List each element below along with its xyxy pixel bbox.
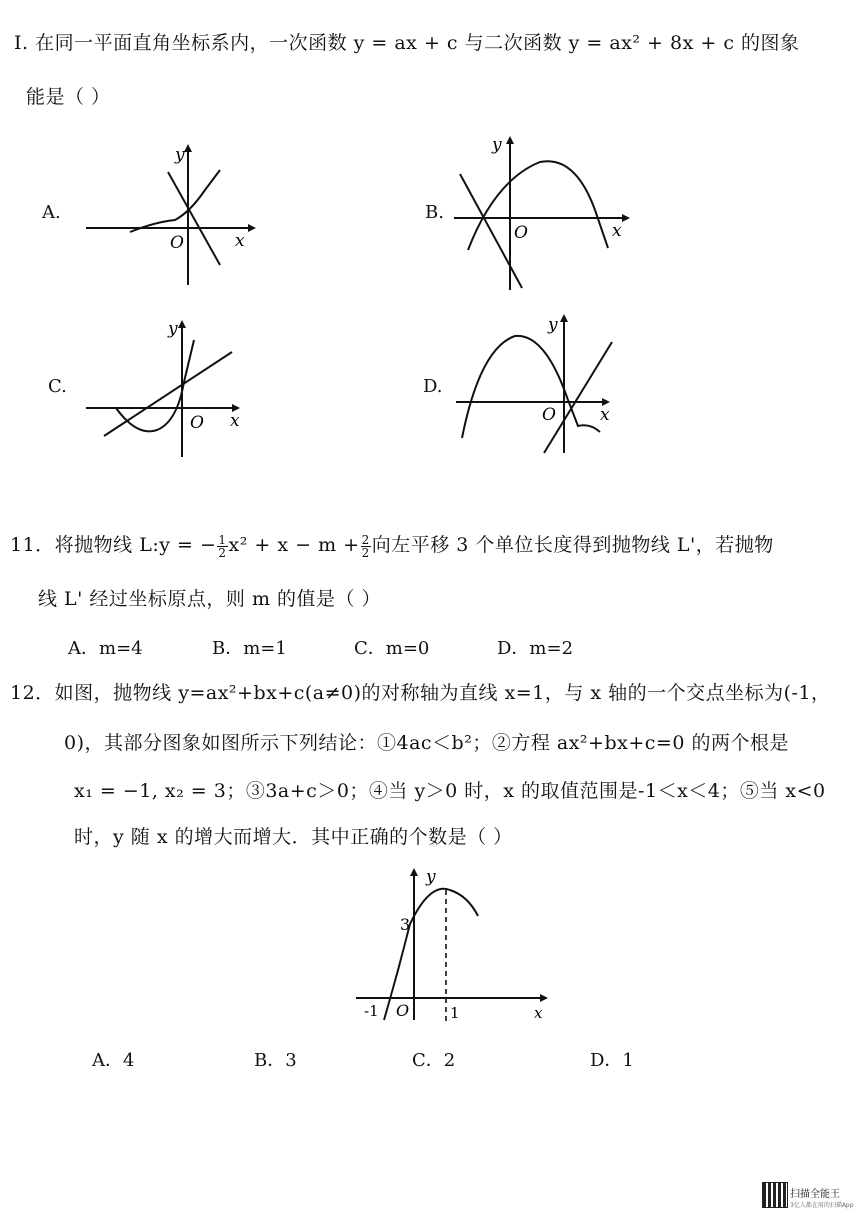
- q11-text-line2: 线 L' 经过坐标原点，则 m 的值是（ ）: [38, 588, 382, 610]
- q12-graph-label-neg1: -1: [364, 1002, 379, 1020]
- q10-text-line1: I. 在同一平面直角坐标系内，一次函数 y = ax + c 与二次函数 y = ax² + 8x + c 的图象: [14, 32, 800, 54]
- q10-b-x-label: x: [612, 221, 622, 241]
- q10-option-b-label: B.: [425, 202, 444, 223]
- q12-text-line2: 0)，其部分图象如图所示下列结论：①4ac＜b²；②方程 ax²+bx+c=0 的两个根是: [64, 732, 789, 754]
- q10-d-y-label: y: [548, 315, 558, 335]
- q11-choice-b: B．m=1: [212, 638, 287, 659]
- q10-a-y-label: y: [175, 145, 185, 165]
- q11-choice-c: C．m=0: [354, 638, 430, 659]
- q10-b-y-label: y: [492, 135, 502, 155]
- q12-choice-d: D．1: [590, 1050, 634, 1071]
- q12-graph-label-3: 3: [400, 915, 411, 934]
- q11-text-line1: [10, 530, 774, 559]
- q12-text-line1: 12．如图，抛物线 y=ax²+bx+c(a≠0)的对称轴为直线 x=1，与 x 轴的一个交点坐标为(-1，: [10, 682, 831, 704]
- q10-option-d-label: D.: [423, 376, 443, 397]
- watermark-subtitle: 3亿人都在用的扫描App: [790, 1202, 854, 1209]
- q10-text-line2: 能是（ ）: [26, 86, 111, 108]
- q12-text-line3: x₁ = −1, x₂ = 3；③3a+c＞0；④当 y＞0 时，x 的取值范围是-1＜x＜4；⑤当 x<0: [74, 780, 826, 802]
- q11-line1-mid: x² + x − m +: [228, 534, 360, 556]
- q10-option-c-label: C.: [48, 376, 67, 397]
- q10-c-x-label: x: [230, 411, 240, 431]
- q10-c-y-label: y: [168, 319, 178, 339]
- q12-graph-x-label: x: [534, 1004, 543, 1022]
- q10-graph-d: [450, 308, 625, 463]
- q10-d-x-label: x: [600, 405, 610, 425]
- q10-option-a-label: A.: [42, 202, 61, 223]
- q12-choice-a: A．4: [92, 1050, 135, 1071]
- q10-c-origin: O: [190, 413, 204, 433]
- q10-b-origin: O: [514, 223, 528, 243]
- q11-choice-d: D．m=2: [497, 638, 574, 659]
- q10-graph-c: [82, 312, 252, 462]
- q12-graph-label-1: 1: [450, 1004, 460, 1022]
- q10-d-origin: O: [542, 405, 556, 425]
- q11-fraction-2: $\frac{2}{2}$: [361, 532, 370, 560]
- q10-a-origin: O: [170, 233, 184, 253]
- q12-text-line4: 时，y 随 x 的增大而增大．其中正确的个数是（ ）: [74, 826, 513, 848]
- q10-graph-a: [80, 140, 260, 290]
- q11-line1-post: 向左平移 3 个单位长度得到抛物线 L'，若抛物: [371, 534, 774, 556]
- q12-graph-y-label: y: [426, 867, 436, 887]
- qr-code-icon: [762, 1182, 788, 1208]
- q10-graph-b: [450, 130, 635, 295]
- watermark-title: 扫描全能王: [790, 1189, 840, 1200]
- q11-line1-pre: 11．将抛物线 L:y = −: [10, 534, 217, 556]
- q10-a-x-label: x: [235, 231, 245, 251]
- q12-choice-b: B．3: [254, 1050, 297, 1071]
- q12-choice-c: C．2: [412, 1050, 456, 1071]
- q12-graph: [350, 862, 555, 1027]
- q12-graph-origin: O: [396, 1001, 410, 1020]
- q11-fraction-1: $\frac{1}{2}$: [218, 532, 227, 560]
- q11-choice-a: A．m=4: [68, 638, 143, 659]
